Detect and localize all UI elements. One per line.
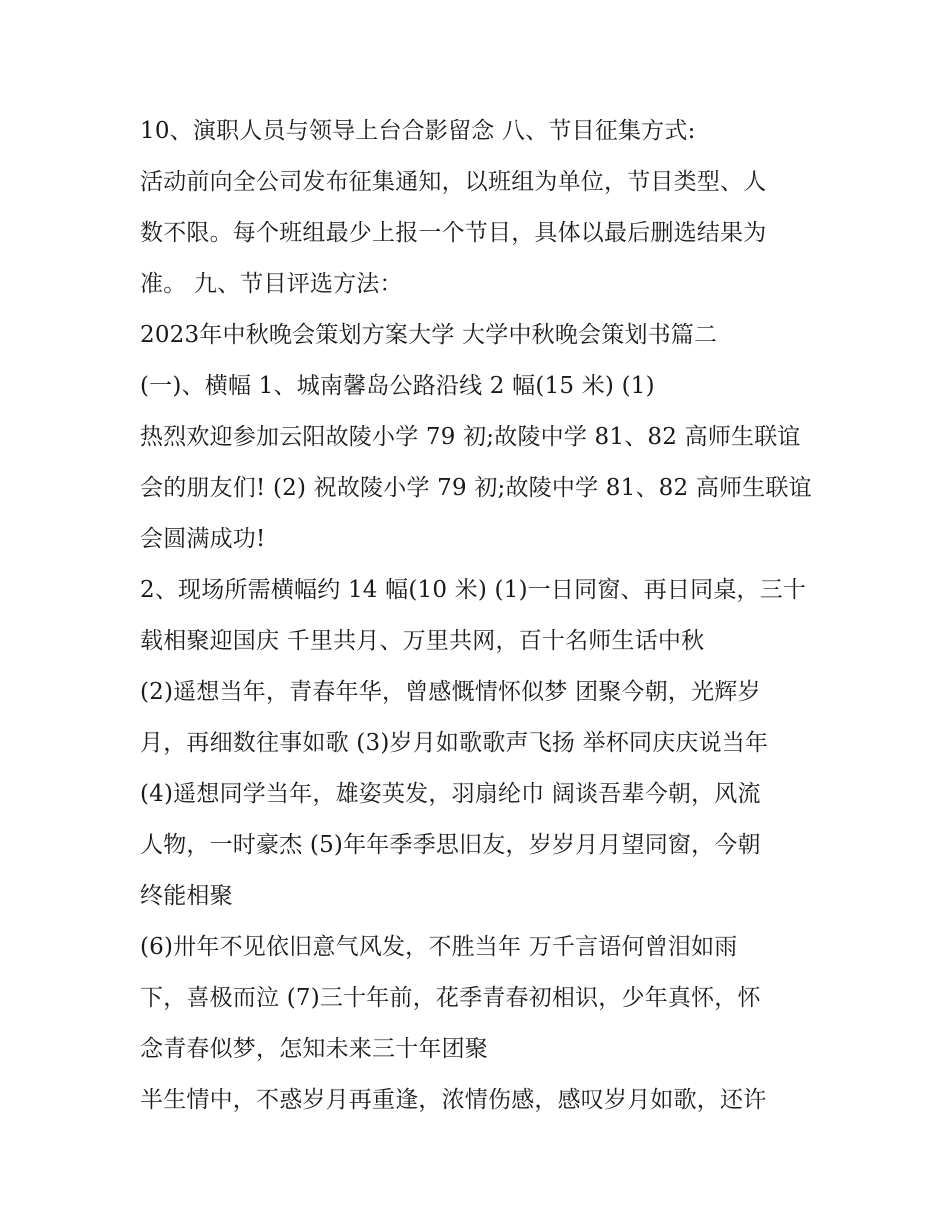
text-line: (一)、横幅 1、城南馨岛公路沿线 2 幅(15 米) (1)	[140, 373, 655, 399]
text-line: 终能相聚	[140, 883, 233, 909]
text-line: 会圆满成功!	[140, 526, 266, 552]
text-line: (4)遥想同学当年，雄姿英发，羽扇纶巾 阔谈吾辈今朝，风流	[140, 781, 761, 807]
text-line: 10、演职人员与领导上台合影留念 八、节目征集方式:	[140, 118, 696, 144]
text-line: 人物，一时豪杰 (5)年年季季思旧友，岁岁月月望同窗，今朝	[140, 832, 761, 858]
text-line: (6)卅年不见依旧意气风发，不胜当年 万千言语何曾泪如雨	[140, 934, 738, 960]
text-line: 热烈欢迎参加云阳故陵小学 79 初;故陵中学 81、82 高师生联谊	[140, 424, 801, 450]
text-line: 念青春似梦，怎知未来三十年团聚	[140, 1036, 488, 1062]
text-line: 2023年中秋晚会策划方案大学 大学中秋晚会策划书篇二	[140, 322, 718, 348]
text-line: 2、现场所需横幅约 14 幅(10 米) (1)一日同窗、再日同桌，三十	[140, 577, 807, 603]
text-line: (2)遥想当年，青春年华，曾感慨情怀似梦 团聚今朝，光辉岁	[140, 679, 761, 705]
text-line: 准。 九、节目评选方法：	[140, 271, 403, 297]
text-line: 数不限。每个班组最少上报一个节目，具体以最后删选结果为	[140, 220, 767, 246]
text-line: 月，再细数往事如歌 (3)岁月如歌歌声飞扬 举杯同庆庆说当年	[140, 730, 769, 756]
text-line: 会的朋友们! (2) 祝故陵小学 79 初;故陵中学 81、82 高师生联谊	[140, 475, 812, 501]
text-line: 活动前向全公司发布征集通知，以班组为单位，节目类型、人	[140, 169, 767, 195]
document-body	[140, 108, 830, 1128]
text-line: 下，喜极而泣 (7)三十年前，花季青春初相识，少年真怀，怀	[140, 985, 761, 1011]
text-line: 半生情中，不惑岁月再重逢，浓情伤感，感叹岁月如歌，还许	[140, 1087, 767, 1113]
text-line: 载相聚迎国庆 千里共月、万里共网，百十名师生话中秋	[140, 628, 705, 654]
